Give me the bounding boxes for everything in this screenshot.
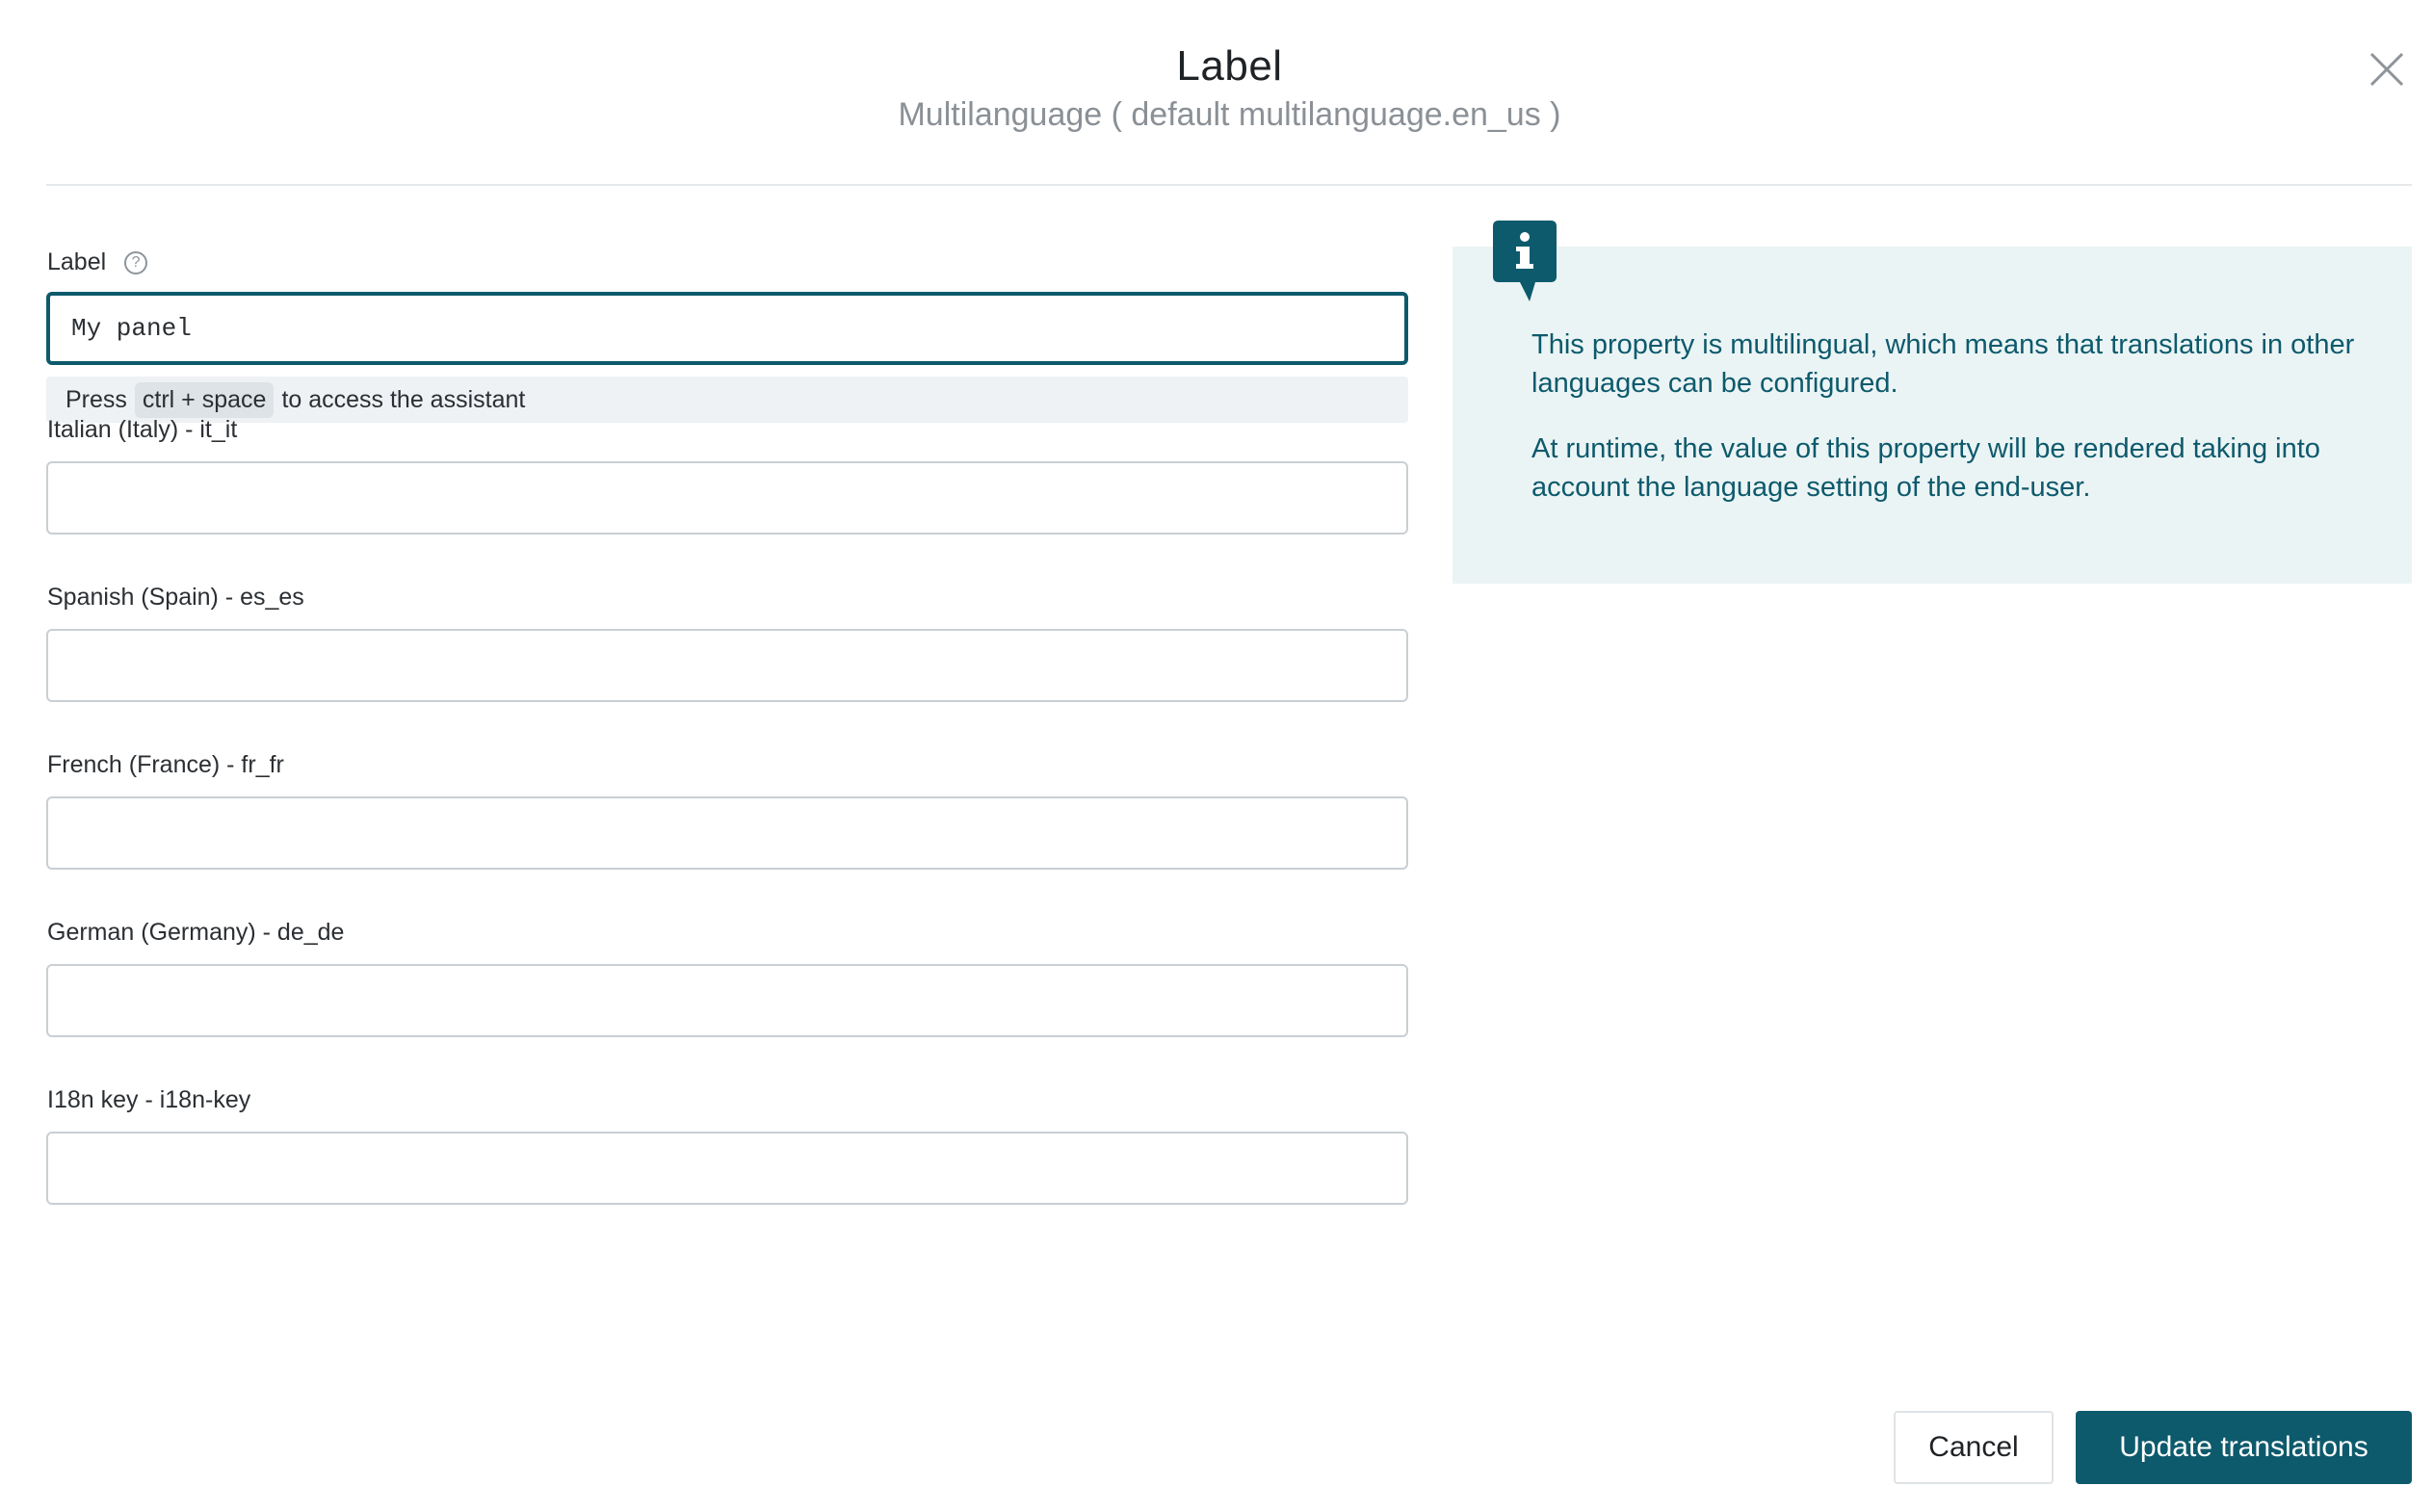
german-field-label: German (Germany) - de_de [47,919,345,946]
german-input[interactable] [46,964,1408,1037]
info-paragraph-2: At runtime, the value of this property will be rendered taking into account the language setting of the end-user. [1531,433,2320,503]
french-input[interactable] [46,796,1408,870]
info-paragraph-1: This property is multilingual, which means that translations in other languages can be configured. [1531,329,2355,399]
i18n-key-field-label: I18n key - i18n-key [47,1086,251,1113]
dialog-title: Label [1176,42,1283,90]
close-icon[interactable] [2366,48,2408,91]
hint-shortcut: ctrl + space [135,382,275,418]
dialog-header [0,0,2434,185]
hint-prefix: Press [65,385,127,413]
italian-input[interactable] [46,461,1408,534]
french-field-label: French (France) - fr_fr [47,751,284,778]
i18n-key-input[interactable] [46,1132,1408,1205]
header-divider [46,184,2412,186]
spanish-input[interactable] [46,629,1408,702]
italian-field-label: Italian (Italy) - it_it [47,416,238,443]
help-icon[interactable]: ? [124,251,147,274]
update-translations-button[interactable]: Update translations [2076,1411,2412,1484]
cancel-button[interactable]: Cancel [1894,1411,2054,1484]
info-panel [1453,247,2412,584]
info-icon [1493,221,1557,301]
dialog-subtitle: Multilanguage ( default multilanguage.en_us ) [898,96,1561,133]
label-field-text: Label [47,248,107,275]
hint-suffix: to access the assistant [281,385,526,413]
spanish-field-label: Spanish (Spain) - es_es [47,584,304,611]
assistant-hint [46,377,1408,423]
label-field-label [47,248,147,276]
label-input[interactable] [46,292,1408,365]
